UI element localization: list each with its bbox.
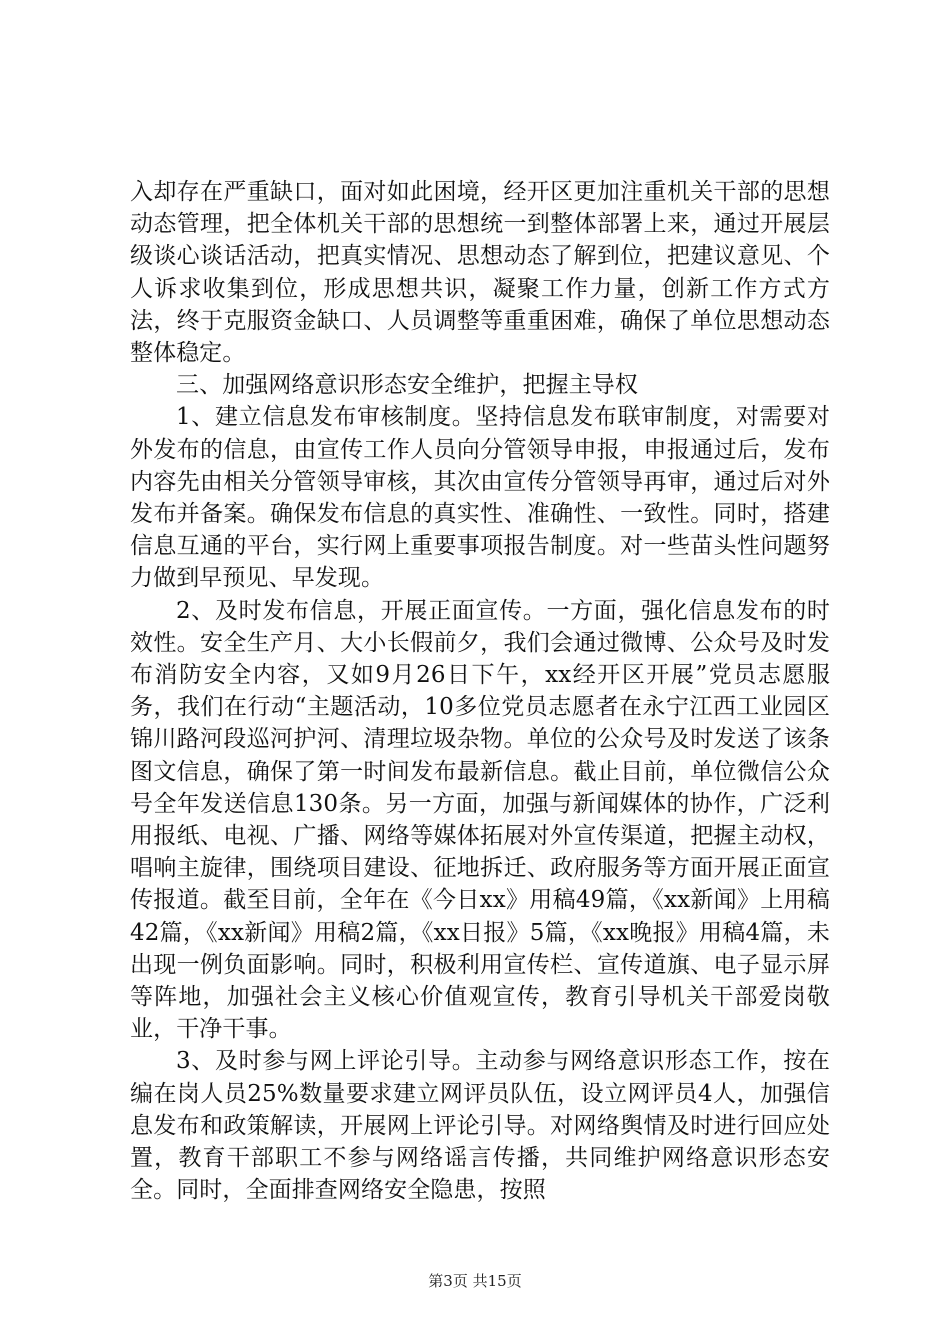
section-heading-network-ideology: 三、加强网络意识形态安全维护，把握主导权 — [176, 372, 638, 399]
paragraph-online-comment-guidance: 3、及时参与网上评论引导。主动参与网络意识形态工作，按在编在岗人员25%数量要求建立网评员队伍，设立网评员4人，加强信息发布和政策解读，开展网上评论引导。对网络舆情及时进行回应处置，教育干部职工不参与网络谣言传播，共同维护网络意识形态安全。同时，全面排查网络安全隐患，按照 — [130, 1048, 830, 1204]
paragraph-positive-publicity: 2、及时发布信息，开展正面宣传。一方面，强化信息发布的时效性。安全生产月、大小长假前夕，我们会通过微博、公众号及时发布消防安全内容，又如9月26日下午，xx经开区开展”党员志愿服务，我们在行动“主题活动，10多位党员志愿者在永宁江西工业园区锦川路河段巡河护河、清理垃圾杂物。单位的公众号及时发送了该条图文信息，确保了第一时间发布最新信息。截止目前，单位微信公众号全年发送信息130条。另一方面，加强与新闻媒体的协作，广泛利用报纸、电视、广播、网络等媒体拓展对外宣传渠道，把握主动权，唱响主旋律，围绕项目建设、征地拆迁、政府服务等方面开展正面宣传报道。截至目前，全年在《今日xx》用稿49篇，《xx新闻》上用稿42篇，《xx新闻》用稿2篇，《xx日报》5篇，《xx晚报》用稿4篇，未出现一例负面影响。同时，积极利用宣传栏、宣传道旗、电子显示屏等阵地，加强社会主义核心价值观宣传，教育引导机关干部爱岗敬业，干净干事。 — [130, 597, 830, 1043]
paragraph-info-review-system: 1、建立信息发布审核制度。坚持信息发布联审制度，对需要对外发布的信息，由宣传工作人员向分管领导申报，申报通过后，发布内容先由相关分管领导审核，其次由宣传分管领导再审，通过后对外发布并备案。确保发布信息的真实性、准确性、一致性。同时，搭建信息互通的平台，实行网上重要事项报告制度。对一些苗头性问题努力做到早预见、早发现。 — [130, 404, 830, 592]
paragraph-continuation: 入却存在严重缺口，面对如此困境，经开区更加注重机关干部的思想动态管理，把全体机关干部的思想统一到整体部署上来，通过开展层级谈心谈话活动，把真实情况、思想动态了解到位，把建议意见、个人诉求收集到位，形成思想共识，凝聚工作力量，创新工作方式方法，终于克服资金缺口、人员调整等重重困难，确保了单位思想动态整体稳定。 — [130, 179, 830, 367]
page-number-footer: 第3页 共15页 — [428, 1272, 522, 1290]
document-body — [130, 176, 830, 1207]
